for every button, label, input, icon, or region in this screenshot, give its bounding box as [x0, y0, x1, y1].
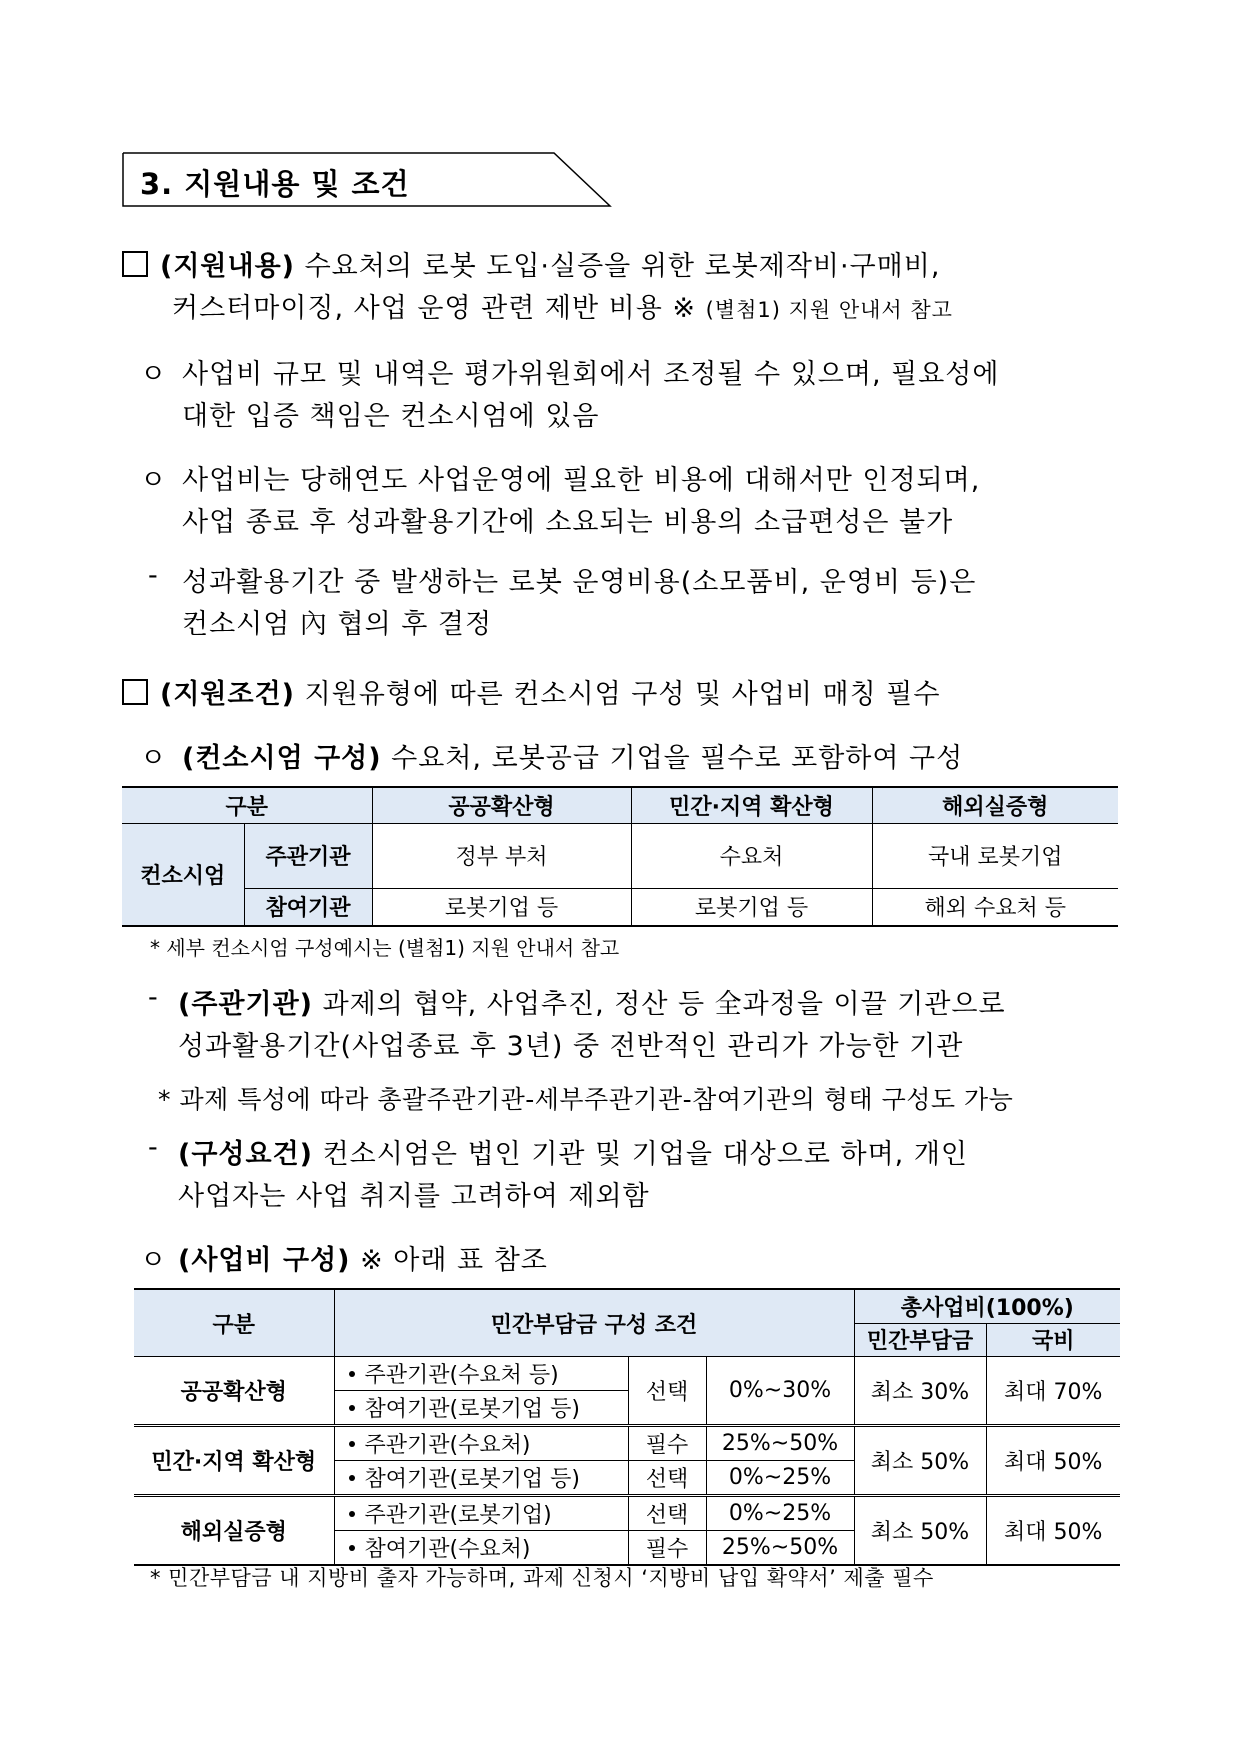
- d3-line2: 사업자는 사업 취지를 고려하여 제외함: [178, 1181, 650, 1212]
- bullet-o2: [140, 458, 167, 497]
- consortium-table: [122, 786, 1118, 927]
- requirements-line1: 컨소시엄은 법인 기관 및 기업을 대상으로 하며, 개인: [313, 1139, 968, 1170]
- t2-org: 참여기관(수요처): [334, 1531, 628, 1566]
- d1-line1: 성과활용기간 중 발생하는 로봇 운영비용(소모품비, 운영비 등)은: [182, 567, 977, 598]
- t2-group-overseas: 해외실증형: [134, 1496, 334, 1566]
- t2-private: 최소 50%: [854, 1426, 986, 1496]
- label-budget: (사업비 구성): [178, 1245, 351, 1276]
- t2-header-category: 구분: [134, 1289, 334, 1357]
- checkbox-square-icon: [122, 679, 148, 705]
- t1-cell: 로봇기업 등: [372, 888, 631, 926]
- t2-header-private: 민간부담금: [854, 1323, 986, 1357]
- t2-org: 참여기관(로봇기업 등): [334, 1391, 628, 1426]
- t1-role-participant: 참여기관: [244, 888, 372, 926]
- bullet-dot-icon: [349, 1405, 355, 1411]
- dash-d1: -: [148, 560, 159, 591]
- t2-range: 0%~25%: [706, 1496, 854, 1531]
- t1-header-private: 민간·지역 확산형: [631, 787, 872, 823]
- t2-national: 최대 70%: [986, 1357, 1120, 1426]
- bullet-dot-icon: [349, 1545, 355, 1551]
- t2-range: 0%~25%: [706, 1461, 854, 1496]
- budget-text: ※ 아래 표 참조: [350, 1245, 548, 1276]
- t2-org: 참여기관(로봇기업 등): [334, 1461, 628, 1496]
- label-requirements: (구성요건): [178, 1139, 314, 1170]
- support-content-line2-wrap: [172, 286, 953, 325]
- support-content-line1: 수요처의 로봇 도입·실증을 위한 로봇제작비·구매비,: [295, 251, 941, 282]
- t2-choice: 선택: [628, 1461, 706, 1496]
- t2-group-public: 공공확산형: [134, 1357, 334, 1426]
- label-consortium: (컨소시엄 구성): [182, 743, 382, 774]
- t2-org: 주관기관(수요처 등): [334, 1357, 628, 1391]
- support-content-line2: 커스터마이징, 사업 운영 관련 제반 비용 ※: [172, 293, 706, 324]
- section-heading: [122, 152, 612, 208]
- o1-line2: 대한 입증 책임은 컨소시엄에 있음: [182, 401, 600, 432]
- t1-note: * 세부 컨소시엄 구성예시는 (별첨1) 지원 안내서 참고: [150, 936, 620, 960]
- t1-role-lead: 주관기관: [244, 823, 372, 888]
- o4-text: [178, 1238, 548, 1277]
- d2-line2: 성과활용기간(사업종료 후 3년) 중 전반적인 관리가 가능한 기관: [178, 1031, 964, 1062]
- lead-org-line1: 과제의 협약, 사업추진, 정산 등 全과정을 이끌 기관으로: [313, 989, 1006, 1020]
- circle-bullet-icon: ㅇ: [140, 465, 168, 496]
- t1-group-consortium: 컨소시엄: [122, 823, 244, 926]
- label-support-conditions: (지원조건): [160, 679, 296, 710]
- bullet-dot-icon: [349, 1475, 355, 1481]
- support-conditions-text: 지원유형에 따른 컨소시엄 구성 및 사업비 매칭 필수: [295, 679, 941, 710]
- o1-line1: 사업비 규모 및 내역은 평가위원회에서 조정될 수 있으며, 필요성에: [182, 359, 1000, 390]
- t2-header-total: 총사업비(100%): [854, 1289, 1120, 1323]
- bullet-dot-icon: [349, 1441, 355, 1447]
- o2-line1: 사업비는 당해연도 사업운영에 필요한 비용에 대해서만 인정되며,: [182, 465, 981, 496]
- support-content-ref: (별첨1) 지원 안내서 참고: [705, 298, 953, 322]
- t2-choice: 필수: [628, 1531, 706, 1566]
- t2-org: 주관기관(수요처): [334, 1426, 628, 1461]
- heading-title: 3. 지원내용 및 조건: [140, 167, 410, 201]
- checkbox-square-icon: [122, 251, 148, 277]
- t2-header-national: 국비: [986, 1323, 1120, 1357]
- t2-org: 주관기관(로봇기업): [334, 1496, 628, 1531]
- bullet-dot-icon: [349, 1511, 355, 1517]
- d1-line2: 컨소시엄 內 협의 후 결정: [182, 609, 493, 640]
- t1-cell: 수요처: [631, 823, 872, 888]
- t2-range: 0%~30%: [706, 1357, 854, 1426]
- t1-cell: 정부 부처: [372, 823, 631, 888]
- t2-national: 최대 50%: [986, 1496, 1120, 1566]
- label-support-content: (지원내용): [160, 251, 296, 282]
- consortium-text: 수요처, 로봇공급 기업을 필수로 포함하여 구성: [381, 743, 964, 774]
- t1-cell: 로봇기업 등: [631, 888, 872, 926]
- circle-bullet-icon: ㅇ: [140, 743, 168, 774]
- note-org-structure: * 과제 특성에 따라 총괄주관기관-세부주관기관-참여기관의 형태 구성도 가능: [158, 1085, 1014, 1114]
- bullet-o1: [140, 352, 167, 391]
- paragraph-support-conditions: [122, 672, 940, 711]
- t2-private: 최소 30%: [854, 1357, 986, 1426]
- t2-national: 최대 50%: [986, 1426, 1120, 1496]
- t2-header-condition: 민간부담금 구성 조건: [334, 1289, 854, 1357]
- t2-group-private-regional: 민간·지역 확산형: [134, 1426, 334, 1496]
- t2-range: 25%~50%: [706, 1426, 854, 1461]
- t2-choice: 선택: [628, 1496, 706, 1531]
- o2-line2: 사업 종료 후 성과활용기간에 소요되는 비용의 소급편성은 불가: [182, 507, 954, 538]
- dash-d2: -: [148, 982, 159, 1013]
- d2-line1: [178, 982, 1006, 1021]
- t1-cell: 국내 로봇기업: [872, 823, 1118, 888]
- t2-choice: 선택: [628, 1357, 706, 1426]
- t1-cell: 해외 수요처 등: [872, 888, 1118, 926]
- d3-line1: [178, 1132, 968, 1171]
- label-lead-org: (주관기관): [178, 989, 314, 1020]
- t2-note: * 민간부담금 내 지방비 출자 가능하며, 과제 신청시 ‘지방비 납입 확약서’ 제출 필수: [150, 1566, 934, 1590]
- bullet-dot-icon: [349, 1371, 355, 1377]
- bullet-o4: [140, 1238, 167, 1277]
- circle-bullet-icon: ㅇ: [140, 1245, 168, 1276]
- t2-private: 최소 50%: [854, 1496, 986, 1566]
- t1-header-public: 공공확산형: [372, 787, 631, 823]
- t2-choice: 필수: [628, 1426, 706, 1461]
- t1-header-overseas: 해외실증형: [872, 787, 1118, 823]
- budget-table: [134, 1288, 1120, 1566]
- bullet-o3: [140, 736, 167, 775]
- paragraph-support-content: [122, 244, 940, 283]
- circle-bullet-icon: ㅇ: [140, 359, 168, 390]
- o3-text: [182, 736, 963, 775]
- t1-header-category: 구분: [122, 787, 372, 823]
- t2-range: 25%~50%: [706, 1531, 854, 1566]
- dash-d3: -: [148, 1132, 159, 1163]
